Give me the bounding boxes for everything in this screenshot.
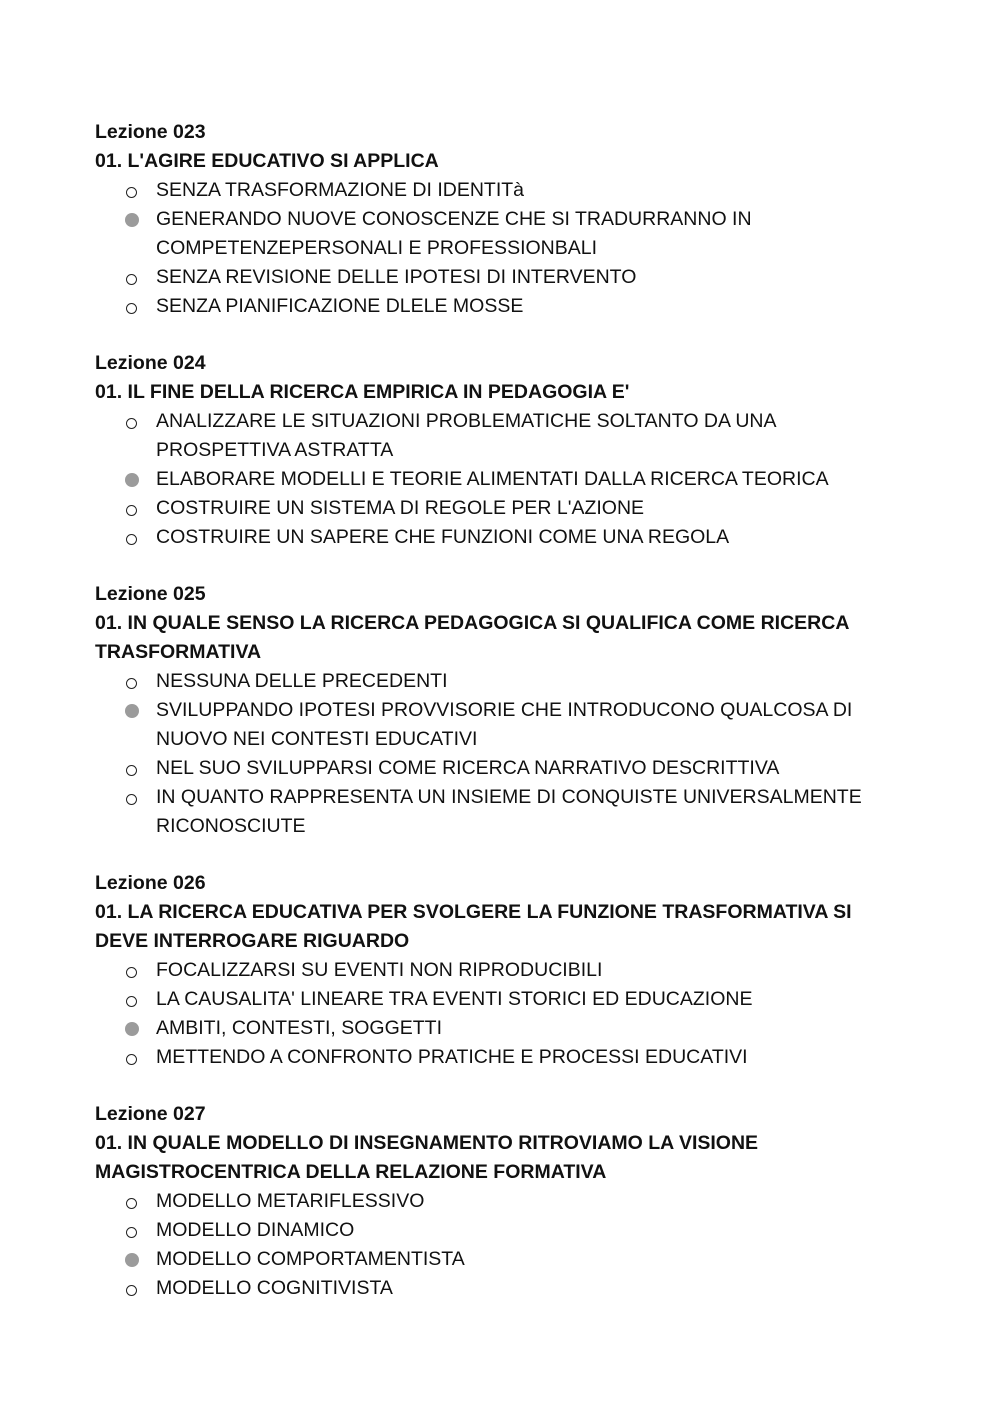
answer-option[interactable] [95,696,895,754]
answer-option[interactable] [95,1187,895,1216]
answer-option[interactable] [95,985,895,1014]
radio-empty-icon [125,1216,139,1245]
radio-empty-icon [125,494,139,523]
lesson-title: Lezione 024 [95,352,206,374]
option-label: SENZA TRASFORMAZIONE DI IDENTITà [156,179,525,201]
option-label: SVILUPPANDO IPOTESI PROVVISORIE CHE INTRODUCONO QUALCOSA DI NUOVO NEI CONTESTI EDUCATIVI [156,699,853,750]
question-text: 01. IL FINE DELLA RICERCA EMPIRICA IN PEDAGOGIA E' [95,381,630,403]
radio-filled-icon [125,1014,139,1043]
answer-options [95,1187,895,1303]
answer-option[interactable] [95,494,895,523]
answer-option[interactable] [95,754,895,783]
lesson-024 [95,349,895,552]
lesson-title: Lezione 025 [95,583,206,605]
question-text: 01. L'AGIRE EDUCATIVO SI APPLICA [95,150,439,172]
answer-option[interactable] [95,465,895,494]
radio-filled-icon [125,696,139,725]
option-label: MODELLO COGNITIVISTA [156,1277,393,1299]
radio-empty-icon [125,754,139,783]
answer-option[interactable] [95,523,895,552]
answer-option[interactable] [95,667,895,696]
question-text: 01. LA RICERCA EDUCATIVA PER SVOLGERE LA FUNZIONE TRASFORMATIVA SI DEVE INTERROGARE RIGUARDO [95,901,852,952]
option-label: COSTRUIRE UN SISTEMA DI REGOLE PER L'AZIONE [156,497,645,519]
answer-option[interactable] [95,263,895,292]
lesson-title: Lezione 027 [95,1103,206,1125]
radio-empty-icon [125,1274,139,1303]
lesson-027 [95,1100,895,1303]
radio-filled-icon [125,465,139,494]
option-label: NESSUNA DELLE PRECEDENTI [156,670,448,692]
answer-options [95,956,895,1072]
option-label: LA CAUSALITA' LINEARE TRA EVENTI STORICI ED EDUCAZIONE [156,988,753,1010]
answer-option[interactable] [95,956,895,985]
radio-empty-icon [125,263,139,292]
answer-option[interactable] [95,1216,895,1245]
option-label: ANALIZZARE LE SITUAZIONI PROBLEMATICHE SOLTANTO DA UNA PROSPETTIVA ASTRATTA [156,410,776,461]
radio-empty-icon [125,985,139,1014]
answer-options [95,667,895,841]
option-label: ELABORARE MODELLI E TEORIE ALIMENTATI DALLA RICERCA TEORICA [156,468,829,490]
option-label: MODELLO DINAMICO [156,1219,355,1241]
lesson-023 [95,118,895,321]
radio-empty-icon [125,667,139,696]
option-label: GENERANDO NUOVE CONOSCENZE CHE SI TRADURRANNO IN COMPETENZEPERSONALI E PROFESSIONBALI [156,208,752,259]
radio-empty-icon [125,1187,139,1216]
question-text: 01. IN QUALE SENSO LA RICERCA PEDAGOGICA SI QUALIFICA COME RICERCA TRASFORMATIVA [95,612,849,663]
option-label: METTENDO A CONFRONTO PRATICHE E PROCESSI EDUCATIVI [156,1046,748,1068]
option-label: IN QUANTO RAPPRESENTA UN INSIEME DI CONQUISTE UNIVERSALMENTE RICONOSCIUTE [156,786,862,837]
radio-empty-icon [125,292,139,321]
lesson-title: Lezione 026 [95,872,206,894]
answer-option[interactable] [95,205,895,263]
answer-option[interactable] [95,1043,895,1072]
lesson-026 [95,869,895,1072]
answer-option[interactable] [95,1014,895,1043]
radio-empty-icon [125,956,139,985]
option-label: FOCALIZZARSI SU EVENTI NON RIPRODUCIBILI [156,959,603,981]
answer-option[interactable] [95,292,895,321]
document-page [95,118,895,1331]
answer-option[interactable] [95,407,895,465]
radio-empty-icon [125,407,139,436]
lesson-025 [95,580,895,841]
question-text: 01. IN QUALE MODELLO DI INSEGNAMENTO RITROVIAMO LA VISIONE MAGISTROCENTRICA DELLA RELAZIONE FORMATIVA [95,1132,759,1183]
radio-empty-icon [125,783,139,812]
answer-option[interactable] [95,1245,895,1274]
option-label: MODELLO METARIFLESSIVO [156,1190,425,1212]
option-label: SENZA REVISIONE DELLE IPOTESI DI INTERVENTO [156,266,637,288]
radio-filled-icon [125,1245,139,1274]
radio-empty-icon [125,1043,139,1072]
answer-option[interactable] [95,1274,895,1303]
answer-option[interactable] [95,783,895,841]
answer-option[interactable] [95,176,895,205]
radio-empty-icon [125,523,139,552]
option-label: COSTRUIRE UN SAPERE CHE FUNZIONI COME UNA REGOLA [156,526,730,548]
option-label: NEL SUO SVILUPPARSI COME RICERCA NARRATIVO DESCRITTIVA [156,757,780,779]
radio-filled-icon [125,205,139,234]
lesson-title: Lezione 023 [95,121,206,143]
option-label: SENZA PIANIFICAZIONE DLELE MOSSE [156,295,524,317]
answer-options [95,407,895,552]
option-label: AMBITI, CONTESTI, SOGGETTI [156,1017,443,1039]
option-label: MODELLO COMPORTAMENTISTA [156,1248,465,1270]
radio-empty-icon [125,176,139,205]
answer-options [95,176,895,321]
